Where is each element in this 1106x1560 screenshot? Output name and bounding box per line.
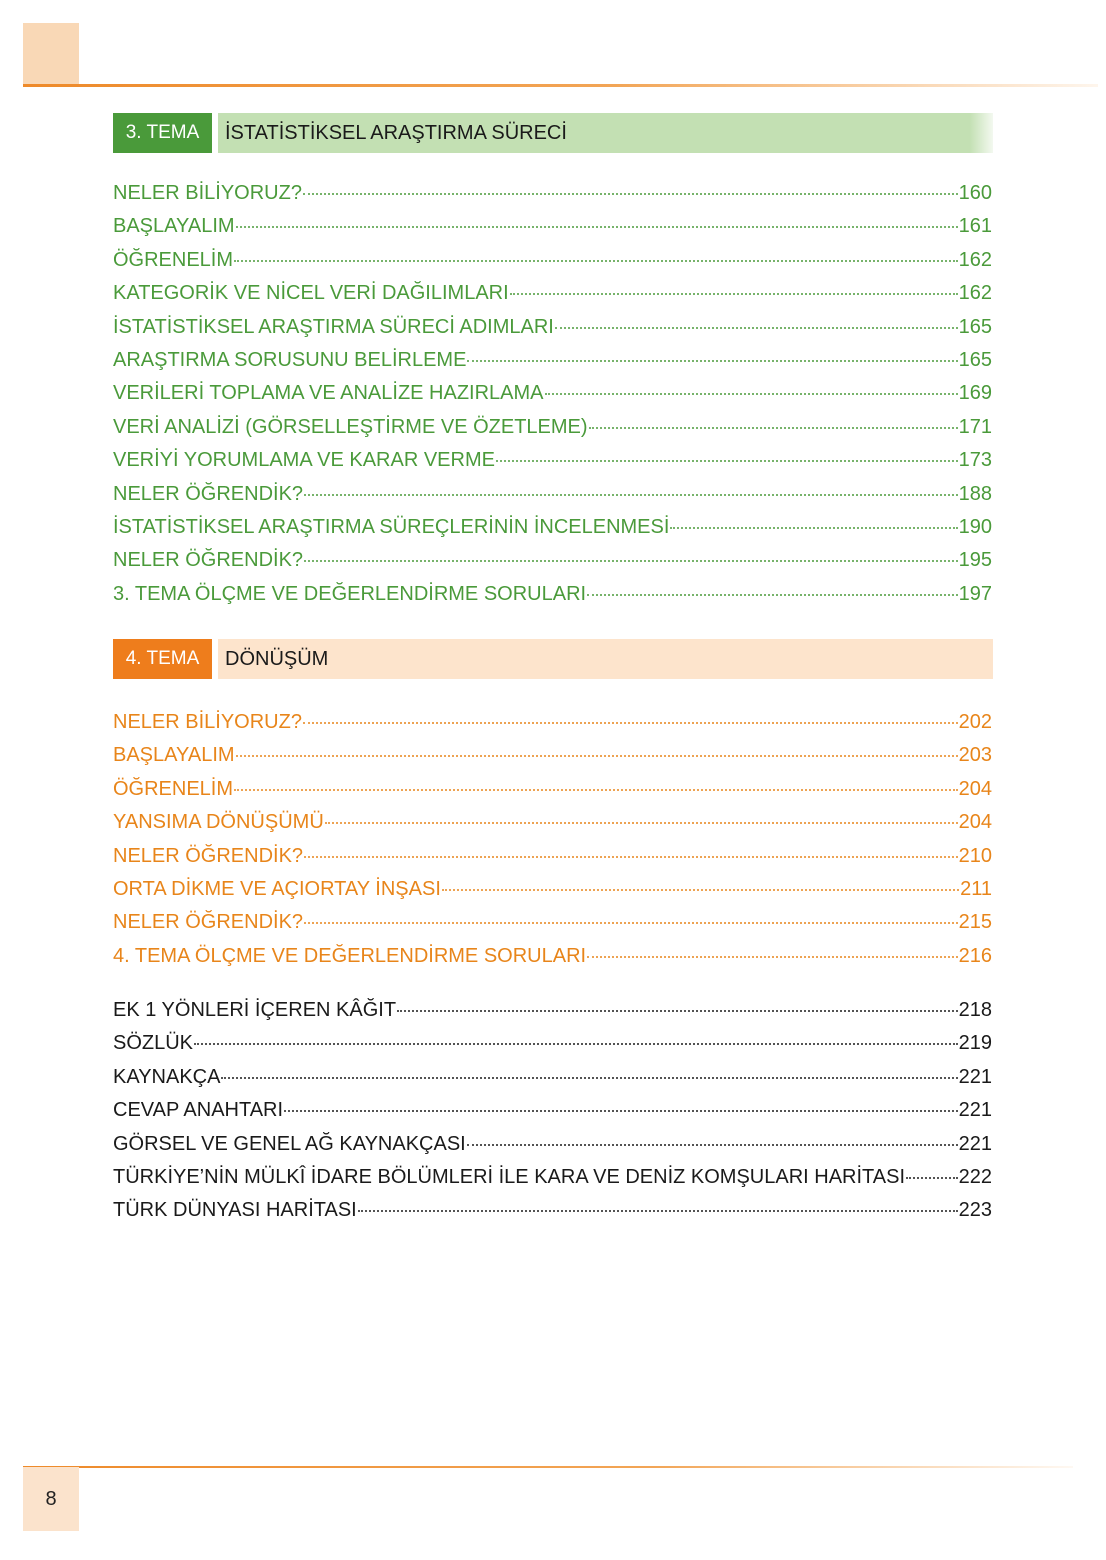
toc-row[interactable] bbox=[113, 177, 992, 210]
tema3-header bbox=[113, 113, 993, 153]
toc-page: 218 bbox=[958, 999, 992, 1021]
toc-row[interactable] bbox=[113, 906, 992, 939]
toc-label: NELER ÖĞRENDİK? bbox=[113, 549, 304, 572]
toc-page: 197 bbox=[958, 582, 992, 605]
toc-row[interactable] bbox=[113, 739, 992, 772]
toc-page: 221 bbox=[958, 1099, 992, 1122]
toc-label: YANSIMA DÖNÜŞÜMÜ bbox=[113, 811, 324, 834]
toc-label: ORTA DİKME VE AÇIORTAY İNŞASI bbox=[113, 877, 441, 900]
toc-leader bbox=[496, 459, 958, 462]
toc-page: 222 bbox=[958, 1165, 992, 1188]
toc-page: 223 bbox=[958, 1199, 992, 1222]
toc-row[interactable] bbox=[113, 344, 992, 377]
toc-label: EK 1 YÖNLERİ İÇEREN KÂĞIT bbox=[113, 999, 397, 1021]
toc-page: 211 bbox=[960, 877, 992, 900]
toc-leader bbox=[587, 593, 958, 596]
toc-row[interactable] bbox=[113, 578, 992, 611]
toc-page: 204 bbox=[958, 811, 992, 834]
toc-page: 195 bbox=[958, 549, 992, 572]
toc-label: İSTATİSTİKSEL ARAŞTIRMA SÜREÇLERİNİN İNCELENMESİ bbox=[113, 515, 670, 538]
toc-leader bbox=[194, 1042, 958, 1045]
toc-leader bbox=[545, 392, 958, 395]
toc-row[interactable] bbox=[113, 411, 992, 444]
toc-leader bbox=[304, 921, 958, 924]
toc-label: İSTATİSTİKSEL ARAŞTIRMA SÜRECİ ADIMLARI bbox=[113, 315, 554, 338]
toc-page: 210 bbox=[958, 844, 992, 867]
tema4-toc bbox=[113, 706, 992, 973]
toc-row[interactable] bbox=[113, 806, 992, 839]
toc-leader bbox=[304, 493, 958, 496]
toc-page: 165 bbox=[958, 315, 992, 338]
toc-leader bbox=[234, 259, 958, 262]
toc-row[interactable] bbox=[113, 444, 992, 477]
toc-row[interactable] bbox=[113, 478, 992, 511]
tema4-title: DÖNÜŞÜM bbox=[218, 639, 993, 679]
toc-page: 171 bbox=[958, 415, 992, 438]
toc-label: VERİYİ YORUMLAMA VE KARAR VERME bbox=[113, 449, 495, 472]
toc-row[interactable] bbox=[113, 277, 992, 310]
toc-row[interactable] bbox=[113, 1094, 992, 1127]
toc-page: 162 bbox=[958, 248, 992, 271]
toc-label: 3. TEMA ÖLÇME VE DEĞERLENDİRME SORULARI bbox=[113, 582, 587, 605]
toc-row[interactable] bbox=[113, 1061, 992, 1094]
toc-leader bbox=[304, 559, 958, 562]
toc-leader bbox=[587, 955, 958, 958]
toc-label: NELER ÖĞRENDİK? bbox=[113, 844, 304, 867]
toc-page: 203 bbox=[958, 744, 992, 767]
toc-page: 204 bbox=[958, 777, 992, 800]
toc-label: VERİLERİ TOPLAMA VE ANALİZE HAZIRLAMA bbox=[113, 382, 544, 405]
toc-label: ÖĞRENELİM bbox=[113, 248, 234, 271]
toc-row[interactable] bbox=[113, 544, 992, 577]
toc-label: 4. TEMA ÖLÇME VE DEĞERLENDİRME SORULARI bbox=[113, 944, 587, 967]
toc-label: ARAŞTIRMA SORUSUNU BELİRLEME bbox=[113, 348, 467, 371]
toc-page: 216 bbox=[958, 944, 992, 967]
toc-leader bbox=[304, 855, 958, 858]
toc-page: 219 bbox=[958, 1032, 992, 1055]
page-number: 8 bbox=[45, 1488, 57, 1510]
toc-label: TÜRK DÜNYASI HARİTASI bbox=[113, 1199, 357, 1222]
tema3-tag: 3. TEMA bbox=[113, 113, 212, 153]
toc-leader bbox=[221, 1076, 957, 1079]
toc-row[interactable] bbox=[113, 873, 992, 906]
toc-row[interactable] bbox=[113, 1161, 992, 1194]
toc-leader bbox=[325, 821, 958, 824]
toc-row[interactable] bbox=[113, 377, 992, 410]
toc-leader bbox=[303, 192, 958, 195]
toc-page: 165 bbox=[958, 348, 992, 371]
toc-leader bbox=[236, 225, 958, 228]
toc-row[interactable] bbox=[113, 244, 992, 277]
toc-leader bbox=[510, 292, 958, 295]
toc-label: CEVAP ANAHTARI bbox=[113, 1099, 284, 1122]
toc-row[interactable] bbox=[113, 1128, 992, 1161]
toc-label: KATEGORİK VE NİCEL VERİ DAĞILIMLARI bbox=[113, 282, 509, 305]
toc-page: 190 bbox=[958, 515, 992, 538]
toc-label: KAYNAKÇA bbox=[113, 1065, 221, 1088]
toc-row[interactable] bbox=[113, 210, 992, 243]
toc-page: 202 bbox=[958, 711, 992, 733]
toc-leader bbox=[284, 1109, 958, 1112]
toc-page: 221 bbox=[958, 1065, 992, 1088]
toc-label: TÜRKİYE’NİN MÜLKÎ İDARE BÖLÜMLERİ İLE KARA VE DENİZ KOMŞULARI HARİTASI bbox=[113, 1165, 906, 1188]
tema4-tag: 4. TEMA bbox=[113, 639, 212, 679]
toc-page: 160 bbox=[958, 182, 992, 204]
toc-label: SÖZLÜK bbox=[113, 1032, 194, 1055]
toc-row[interactable] bbox=[113, 940, 992, 973]
toc-row[interactable] bbox=[113, 994, 992, 1027]
toc-page: 161 bbox=[958, 215, 992, 238]
toc-leader bbox=[467, 359, 957, 362]
toc-page: 188 bbox=[958, 482, 992, 505]
toc-row[interactable] bbox=[113, 511, 992, 544]
toc-row[interactable] bbox=[113, 840, 992, 873]
top-rule bbox=[23, 84, 1098, 87]
toc-page: 221 bbox=[958, 1132, 992, 1155]
toc-label: BAŞLAYALIM bbox=[113, 744, 235, 767]
tema4-header bbox=[113, 639, 993, 679]
tema3-toc bbox=[113, 177, 992, 611]
toc-label: BAŞLAYALIM bbox=[113, 215, 235, 238]
toc-label: NELER BİLİYORUZ? bbox=[113, 711, 302, 733]
toc-label: VERİ ANALİZİ (GÖRSELLEŞTİRME VE ÖZETLEME) bbox=[113, 415, 588, 438]
toc-leader bbox=[234, 788, 958, 791]
toc-leader bbox=[397, 1009, 958, 1012]
toc-leader bbox=[670, 526, 957, 529]
toc-label: GÖRSEL VE GENEL AĞ KAYNAKÇASI bbox=[113, 1132, 466, 1155]
toc-row[interactable] bbox=[113, 706, 992, 739]
toc-row[interactable] bbox=[113, 1027, 992, 1060]
toc-leader bbox=[303, 721, 958, 724]
top-corner-decoration bbox=[23, 23, 79, 85]
toc-label: ÖĞRENELİM bbox=[113, 777, 234, 800]
toc-label: NELER ÖĞRENDİK? bbox=[113, 482, 304, 505]
toc-leader bbox=[467, 1143, 958, 1146]
toc-leader bbox=[555, 326, 958, 329]
toc-label: NELER BİLİYORUZ? bbox=[113, 182, 302, 204]
toc-page: 162 bbox=[958, 282, 992, 305]
tema3-title: İSTATİSTİKSEL ARAŞTIRMA SÜRECİ bbox=[218, 113, 993, 153]
toc-page: 173 bbox=[958, 449, 992, 472]
appendix-toc bbox=[113, 994, 992, 1228]
toc-leader bbox=[906, 1176, 958, 1179]
bottom-rule bbox=[23, 1466, 1073, 1468]
toc-leader bbox=[442, 888, 959, 891]
toc-row[interactable] bbox=[113, 1194, 992, 1227]
toc-label: NELER ÖĞRENDİK? bbox=[113, 911, 304, 934]
toc-page: 169 bbox=[958, 382, 992, 405]
toc-row[interactable] bbox=[113, 773, 992, 806]
toc-page: 215 bbox=[958, 911, 992, 934]
toc-row[interactable] bbox=[113, 311, 992, 344]
toc-leader bbox=[589, 426, 958, 429]
toc-leader bbox=[236, 754, 958, 757]
toc-leader bbox=[358, 1209, 958, 1212]
